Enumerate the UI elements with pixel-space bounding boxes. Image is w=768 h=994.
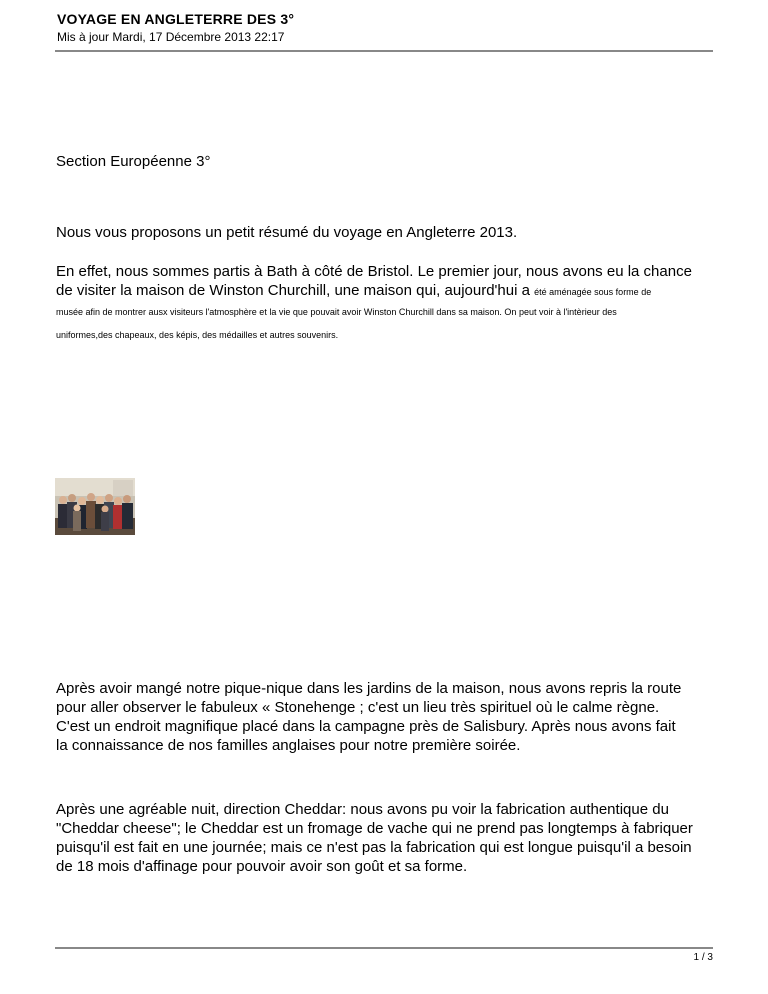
p1-line-2: [56, 281, 716, 302]
last-updated: Mis à jour Mardi, 17 Décembre 2013 22:17: [57, 30, 285, 44]
p1-line-2-small: été aménagée sous forme de: [534, 287, 652, 297]
p2-line-2: pour aller observer le fabuleux « Stonehenge ; c'est un lieu très spirituel où le calme règne.: [56, 699, 660, 716]
p1-line-4: uniformes,des chapeaux, des képis, des médailles et autres souvenirs.: [56, 330, 339, 340]
p1-line-1: En effet, nous sommes partis à Bath à côté de Bristol. Le premier jour, nous avons eu la chance: [56, 263, 692, 280]
p2-line-3: C'est un endroit magnifique placé dans la campagne près de Salisbury. Après nous avons fait: [56, 718, 676, 735]
p3-line-3: puisqu'il est fait en une journée; mais ce n'est pas la fabrication qui est longue puisqu'il a besoin: [56, 839, 692, 856]
p2-line-4: la connaissance de nos familles anglaises pour notre première soirée.: [56, 737, 521, 754]
p1-line-3: musée afin de montrer ausx visiteurs l'atmosphère et la vie que pouvait avoir Winston Churchill dans sa maison. On peut voir à l'intèrieur des: [56, 307, 617, 317]
p1-line-2-large: de visiter la maison de Winston Churchill, une maison qui, aujourd'hui a: [56, 282, 535, 299]
page-title: VOYAGE EN ANGLETERRE DES 3°: [57, 11, 295, 27]
p2-line-1: Après avoir mangé notre pique-nique dans les jardins de la maison, nous avons repris la route: [56, 680, 682, 697]
group-photo: [55, 478, 135, 535]
section-title: Section Européenne 3°: [56, 153, 211, 170]
intro-paragraph: Nous vous proposons un petit résumé du voyage en Angleterre 2013.: [56, 224, 518, 241]
p3-line-4: de 18 mois d'affinage pour pouvoir avoir son goût et sa forme.: [56, 858, 468, 875]
p3-line-2: "Cheddar cheese"; le Cheddar est un fromage de vache qui ne prend pas longtemps à fabriquer: [56, 820, 693, 837]
footer-divider: [55, 947, 713, 949]
header-divider: [55, 50, 713, 52]
p3-line-1: Après une agréable nuit, direction Cheddar: nous avons pu voir la fabrication authentique du: [56, 801, 669, 818]
page-number: 1 / 3: [693, 952, 713, 963]
